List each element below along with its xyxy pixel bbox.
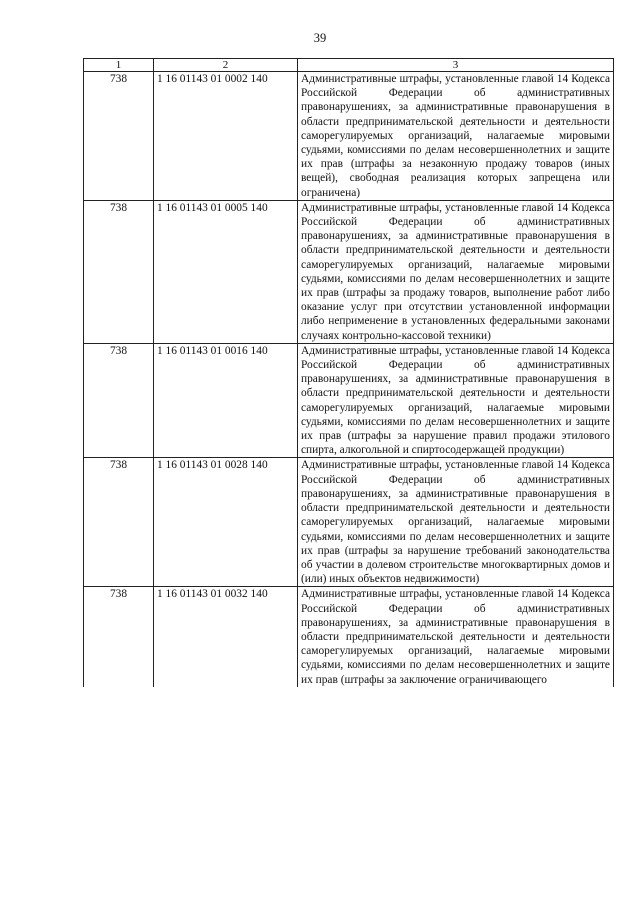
page-number: 39: [313, 31, 327, 45]
column-header-2: 2: [154, 59, 298, 72]
row-budget-code: 1 16 01143 01 0002 140: [154, 72, 298, 201]
table-row: [84, 587, 614, 687]
table-row: [84, 200, 614, 343]
row-admin-code: 738: [84, 587, 154, 687]
budget-code-table: [83, 58, 614, 687]
row-description: Административные штрафы, установленные главой 14 Кодекса Российской Федерации об административных правонарушениях, за административные правонарушения в области предпринимательской деятельности и деятельности саморегулируемых организаций, налагаемые мировыми судьями, комиссиями по делам несовершеннолетних и защите их прав (штрафы за нарушение правил продажи этилового спирта, алкогольной и спиртосодержащей продукции): [298, 343, 614, 458]
row-budget-code: 1 16 01143 01 0028 140: [154, 458, 298, 587]
row-budget-code: 1 16 01143 01 0016 140: [154, 343, 298, 458]
column-header-3: 3: [298, 59, 614, 72]
table-row: [84, 343, 614, 458]
row-description: Административные штрафы, установленные главой 14 Кодекса Российской Федерации об административных правонарушениях, за административные правонарушения в области предпринимательской деятельности и деятельности саморегулируемых организаций, налагаемые мировыми судьями, комиссиями по делам несовершеннолетних и защите их прав (штрафы за заключение ограничивающего: [298, 587, 614, 687]
row-budget-code: 1 16 01143 01 0005 140: [154, 200, 298, 343]
row-description: Административные штрафы, установленные главой 14 Кодекса Российской Федерации об административных правонарушениях, за административные правонарушения в области предпринимательской деятельности и деятельности саморегулируемых организаций, налагаемые мировыми судьями, комиссиями по делам несовершеннолетних и защите их прав (штрафы за незаконную продажу товаров (иных вещей), свободная реализация которых запрещена или ограничена): [298, 72, 614, 201]
row-admin-code: 738: [84, 343, 154, 458]
table-row: [84, 72, 614, 201]
row-description: Административные штрафы, установленные главой 14 Кодекса Российской Федерации об административных правонарушениях, за административные правонарушения в области предпринимательской деятельности и деятельности саморегулируемых организаций, налагаемые мировыми судьями, комиссиями по делам несовершеннолетних и защите их прав (штрафы за нарушение требований законодательства об участии в долевом строительстве многоквартирных домов и (или) иных объектов недвижимости): [298, 458, 614, 587]
row-admin-code: 738: [84, 72, 154, 201]
row-budget-code: 1 16 01143 01 0032 140: [154, 587, 298, 687]
row-admin-code: 738: [84, 458, 154, 587]
row-description: Административные штрафы, установленные главой 14 Кодекса Российской Федерации об административных правонарушениях, за административные правонарушения в области предпринимательской деятельности и деятельности саморегулируемых организаций, налагаемые мировыми судьями, комиссиями по делам несовершеннолетних и защите их прав (штрафы за продажу товаров, выполнение работ либо оказание услуг при отсутствии установленной информации либо неприменение в установленных федеральными законами случаях контрольно-кассовой техники): [298, 200, 614, 343]
table-header-row: [84, 59, 614, 72]
column-header-1: 1: [84, 59, 154, 72]
row-admin-code: 738: [84, 200, 154, 343]
table-container: [83, 58, 614, 848]
table-row: [84, 458, 614, 587]
